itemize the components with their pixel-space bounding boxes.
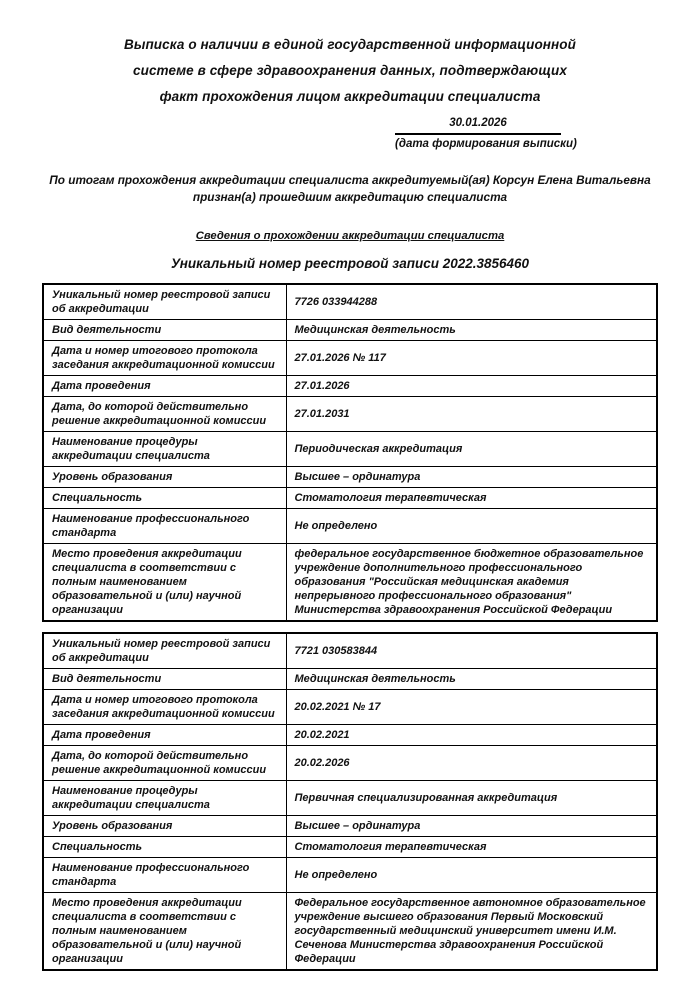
row-label: Место проведения аккредитации специалиста в соответствии с полным наименованием образовательной и (или) научной организации <box>43 544 286 622</box>
table-row <box>43 376 657 397</box>
accreditation-statement: По итогам прохождения аккредитации специалиста аккредитуемый(ая) Корсун Елена Витальевна признан(а) прошедшим аккредитацию специалиста <box>49 173 651 204</box>
formation-date: 30.01.2026 <box>395 116 561 135</box>
table-row <box>43 467 657 488</box>
row-value: Первичная специализированная аккредитация <box>286 781 657 816</box>
table-row <box>43 341 657 376</box>
document-title: Выписка о наличии в единой государственной информационной системе в сфере здравоохранения данных, подтверждающих факт прохождения лицом аккредитации специалиста <box>123 37 576 104</box>
row-label: Вид деятельности <box>43 669 286 690</box>
row-value: 20.02.2021 № 17 <box>286 690 657 725</box>
row-value: Высшее – ординатура <box>286 467 657 488</box>
row-label: Уникальный номер реестровой записи об аккредитации <box>43 633 286 669</box>
row-value: Не определено <box>286 509 657 544</box>
table-row <box>43 858 657 893</box>
table-row <box>43 781 657 816</box>
row-value: 20.02.2026 <box>286 746 657 781</box>
accreditation-record-table-1 <box>42 283 658 622</box>
row-value: Медицинская деятельность <box>286 669 657 690</box>
row-label: Место проведения аккредитации специалиста в соответствии с полным наименованием образовательной и (или) научной организации <box>43 893 286 971</box>
table-row <box>43 669 657 690</box>
section-title: Сведения о прохождении аккредитации специалиста <box>195 230 505 242</box>
row-value: 27.01.2026 № 117 <box>286 341 657 376</box>
row-label: Наименование процедуры аккредитации специалиста <box>43 781 286 816</box>
table-row <box>43 397 657 432</box>
table-row <box>43 690 657 725</box>
row-label: Дата проведения <box>43 725 286 746</box>
row-value: Не определено <box>286 858 657 893</box>
registry-number: Уникальный номер реестровой записи 2022.3856460 <box>170 256 530 271</box>
row-value: 20.02.2021 <box>286 725 657 746</box>
table-row <box>43 509 657 544</box>
row-value: Медицинская деятельность <box>286 320 657 341</box>
row-value: Стоматология терапевтическая <box>286 837 657 858</box>
row-label: Уникальный номер реестровой записи об аккредитации <box>43 284 286 320</box>
row-label: Наименование процедуры аккредитации специалиста <box>43 432 286 467</box>
accreditation-record-table-2 <box>42 632 658 971</box>
table-row <box>43 284 657 320</box>
table-row <box>43 725 657 746</box>
table-row <box>43 837 657 858</box>
row-value: Федеральное государственное автономное образовательное учреждение высшего образования Первый Московский государственный медицинский университет имени И.М. Сеченова Министерства здравоохранения Российской Федерации <box>286 893 657 971</box>
row-label: Дата проведения <box>43 376 286 397</box>
row-label: Дата и номер итогового протокола заседания аккредитационной комиссии <box>43 341 286 376</box>
row-value: 27.01.2031 <box>286 397 657 432</box>
row-value: 7721 030583844 <box>286 633 657 669</box>
row-value: Периодическая аккредитация <box>286 432 657 467</box>
formation-date-block <box>395 116 577 151</box>
row-value: Высшее – ординатура <box>286 816 657 837</box>
row-value: Стоматология терапевтическая <box>286 488 657 509</box>
row-label: Специальность <box>43 488 286 509</box>
row-label: Вид деятельности <box>43 320 286 341</box>
row-label: Специальность <box>43 837 286 858</box>
row-label: Уровень образования <box>43 467 286 488</box>
table-row <box>43 488 657 509</box>
table-row <box>43 544 657 622</box>
row-label: Дата и номер итогового протокола заседания аккредитационной комиссии <box>43 690 286 725</box>
table-row <box>43 320 657 341</box>
row-label: Наименование профессионального стандарта <box>43 509 286 544</box>
formation-date-caption: (дата формирования выписки) <box>395 138 577 150</box>
row-value: 27.01.2026 <box>286 376 657 397</box>
table-row <box>43 893 657 971</box>
row-label: Уровень образования <box>43 816 286 837</box>
row-value: федеральное государственное бюджетное образовательное учреждение дополнительного профессионального образования "Российская медицинская академия непрерывного профессионального образования" Министерства здравоохранения Российской Федерации <box>286 544 657 622</box>
row-value: 7726 033944288 <box>286 284 657 320</box>
row-label: Дата, до которой действительно решение аккредитационной комиссии <box>43 746 286 781</box>
table-row <box>43 816 657 837</box>
table-row <box>43 432 657 467</box>
table-row <box>43 746 657 781</box>
table-row <box>43 633 657 669</box>
row-label: Наименование профессионального стандарта <box>43 858 286 893</box>
row-label: Дата, до которой действительно решение аккредитационной комиссии <box>43 397 286 432</box>
